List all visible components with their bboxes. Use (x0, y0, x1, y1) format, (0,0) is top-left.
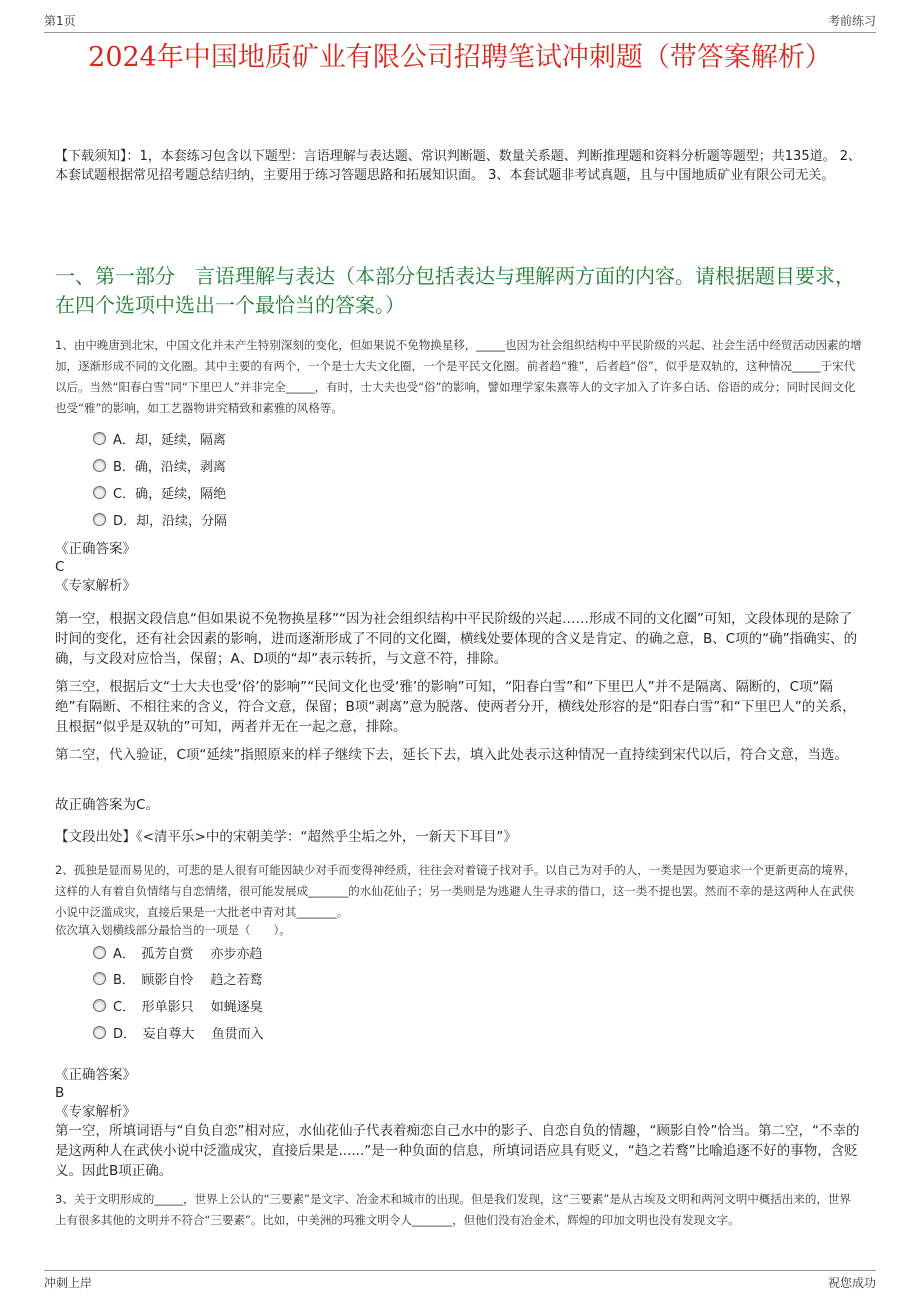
radio-icon[interactable] (93, 1026, 106, 1039)
radio-icon[interactable] (93, 513, 106, 526)
question-1-analysis-label: 《专家解析》 (55, 578, 136, 594)
question-1-stem: 1、由中晚唐到北宋，中国文化并未产生特别深刻的变化，但如果说不免物换星移，_____也因为社会组织结构中平民阶级的兴起、社会生活中经贸活动因素的增加，逐渐形成不同的文化圈。其中主要的有两个，一个是士大夫文化圈，一个是平民文化圈。前者趋“雅”，后者趋“俗”，似乎是双轨的，这种情况_____于宋代以后。当然“阳春白雪”同“下里巴人”并非完全_____，有时，士大夫也受“俗”的影响，譬如理学家朱熹等人的文字加入了许多白话、俗语的成分；同时民间文化也受“雅”的影响，如工艺器物讲究精致和素雅的风格等。 (55, 338, 862, 415)
radio-icon[interactable] (93, 486, 106, 499)
question-1-option-c[interactable]: C．确，延续，隔绝 (93, 482, 226, 502)
question-1-answer: C (55, 559, 65, 575)
footer-left: 冲刺上岸 (44, 1276, 93, 1290)
question-2-option-a[interactable]: A． 孤芳自赏 亦步亦趋 (93, 942, 263, 962)
question-1-analysis-p4: 故正确答案为C。 (55, 797, 159, 813)
section-heading: 一、第一部分 言语理解与表达（本部分包括表达与理解两方面的内容。请根据题目要求，在四个选项中选出一个最恰当的答案。） (55, 264, 855, 317)
question-2-answer: B (55, 1085, 65, 1101)
question-3-stem: 3、关于文明形成的_____，世界上公认的“三要素”是文字、冶金术和城市的出现。但是我们发现，这“三要素”是从古埃及文明和两河文明中概括出来的，世界上有很多其他的文明并不符合“三要素”。比如，中美洲的玛雅文明令人_______，但他们没有冶金术，辉煌的印加文明也没有发现文字。 (55, 1192, 851, 1227)
document-title: 2024年中国地质矿业有限公司招聘笔试冲刺题（带答案解析） (88, 42, 832, 73)
question-2-instruction: 依次填入划横线部分最恰当的一项是（ ）。 (55, 923, 291, 937)
footer-right: 祝您成功 (827, 1276, 876, 1290)
question-1-answer-label: 《正确答案》 (55, 541, 136, 557)
radio-icon[interactable] (93, 972, 106, 985)
question-2-stem: 2、孤独是显而易见的，可悲的是人很有可能因缺少对手而变得神经质，往往会对着镜子找对手。以自己为对手的人，一类是因为要追求一个更新更高的境界，这样的人有着自负情绪与自恋情绪，很可能发展成_______的水仙花仙子；另一类则是为逃避人生寻求的借口，这一类不提也罢。然而不幸的是这两种人在武侠小说中泛滥成灾，直接后果是一大批老中青对其_______。 (55, 863, 856, 919)
question-2-analysis-label: 《专家解析》 (55, 1104, 136, 1120)
header-tag: 考前练习 (827, 14, 876, 28)
page-header (44, 12, 876, 33)
question-1-option-a[interactable]: A．却，延续，隔离 (93, 428, 226, 448)
question-2-option-d[interactable]: D． 妄自尊大 鱼贯而入 (93, 1022, 264, 1042)
question-2-option-c[interactable]: C． 形单影只 如蝇逐臭 (93, 995, 263, 1015)
question-2-option-b[interactable]: B． 顾影自怜 趋之若鹜 (93, 968, 263, 988)
radio-icon[interactable] (93, 946, 106, 959)
question-1-option-b[interactable]: B．确，沿续，剥离 (93, 455, 226, 475)
page-footer (44, 1270, 876, 1294)
radio-icon[interactable] (93, 999, 106, 1012)
question-2-answer-label: 《正确答案》 (55, 1067, 136, 1083)
question-1-analysis-p2: 第三空，根据后文“士大夫也受‘俗’的影响”“民间文化也受‘雅’的影响”可知，“阳春白雪”和“下里巴人”并不是隔离、隔断的，C项“隔绝”有隔断、不相往来的含义，符合文意，保留；B项“剥离”意为脱落、使两者分开，横线处形容的是“阳春白雪”和“下里巴人”的关系，且根据“似乎是双轨的”可知，两者并无在一起之意，排除。 (55, 679, 856, 735)
question-1-analysis-p3: 第二空，代入验证，C项“延续”指照原来的样子继续下去，延长下去，填入此处表示这种情况一直持续到宋代以后，符合文意，当选。 (55, 747, 848, 763)
question-1-analysis-p1: 第一空，根据文段信息“但如果说不免物换星移”“因为社会组织结构中平民阶级的兴起……形成不同的文化圈”可知，文段体现的是除了时间的变化，还有社会因素的影响，进而逐渐形成了不同的文化圈，横线处要体现的含义是肯定、的确之意，B、C项的“确”指确实、的确，与文段对应恰当，保留；A、D项的“却”表示转折，与文意不符，排除。 (55, 611, 858, 667)
radio-icon[interactable] (93, 459, 106, 472)
page-number: 第1页 (44, 14, 76, 28)
question-1-option-d[interactable]: D．却，沿续，分隔 (93, 509, 227, 529)
question-1-source: 【文段出处】《<清平乐>中的宋朝美学：“超然乎尘垢之外，一新天下耳目”》 (55, 829, 517, 845)
radio-icon[interactable] (93, 432, 106, 445)
question-2-analysis: 第一空，所填词语与“自负自恋”相对应，水仙花仙子代表着痴恋自己水中的影子、自恋自负的情趣，“顾影自怜”恰当。第二空，“不幸的是这两种人在武侠小说中泛滥成灾，直接后果是......”是一种负面的信息，所填词语应具有贬义，“趋之若鹜”比喻追逐不好的事物，含贬义。因此B项正确。 (55, 1123, 860, 1179)
download-notice: 【下载须知】：1，本套练习包含以下题型：言语理解与表达题、常识判断题、数量关系题、判断推理题和资料分析题等题型；共135道。 2、本套试题根据常见招考题总结归纳，主要用于练习答题思路和拓展知识面。 3、本套试题非考试真题，且与中国地质矿业有限公司无关。 (55, 149, 861, 183)
